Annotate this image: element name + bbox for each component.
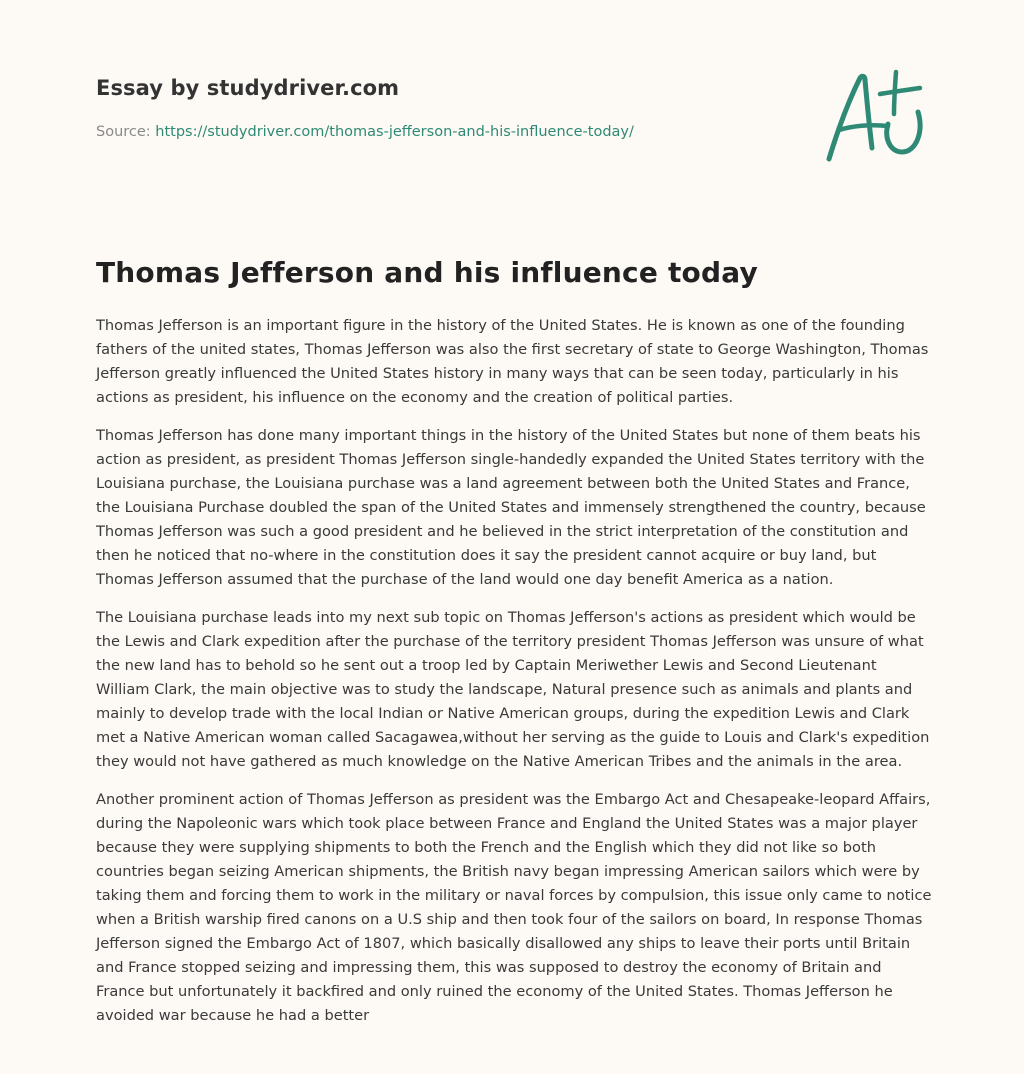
essay-paragraph: Another prominent action of Thomas Jefferson as president was the Embargo Act and Chesapeake-leopard Affairs, during the Napoleonic wars which took place between France and England the United States was a major player because they were supplying shipments to both the French and the English which they did not like so both countries began seizing American shipments, the British navy began impressing American sailors which were by taking them and forcing them to work in the military or naval forces by compulsion, this issue only came to notice when a British warship fired canons on a U.S ship and then took four of the sailors on board, In response Thomas Jefferson signed the Embargo Act of 1807, which basically disallowed any ships to leave their ports until Britain and France stopped seizing and impressing them, this was supposed to destroy the economy of Britain and France but unfortunately it backfired and only ruined the economy of the United States. Thomas Jefferson he avoided war because he had a better [96, 791, 932, 1024]
source-line [96, 124, 634, 140]
essay-paragraph: Thomas Jefferson has done many important things in the history of the United States but none of them beats his action as president, as president Thomas Jefferson single-handedly expanded the United States territory with the Louisiana purchase, the Louisiana purchase was a land agreement between both the United States and France, the Louisiana Purchase doubled the span of the United States and immensely strengthened the country, because Thomas Jefferson was such a good president and he believed in the strict interpretation of the constitution and then he noticed that no-where in the constitution does it say the president cannot acquire or buy land, but Thomas Jefferson assumed that the purchase of the land would one day benefit America as a nation. [96, 427, 926, 588]
essay-paragraph: The Louisiana purchase leads into my next sub topic on Thomas Jefferson's actions as president which would be the Lewis and Clark expedition after the purchase of the territory president Thomas Jefferson was unsure of what the new land has to behold so he sent out a troop led by Captain Meriwether Lewis and Second Lieutenant William Clark, the main objective was to study the landscape, Natural presence such as animals and plants and mainly to develop trade with the local Indian or Native American groups, during the expedition Lewis and Clark met a Native American woman called Sacagawea,without her serving as the guide to Louis and Clark's expedition they would not have gathered as much knowledge on the Native American Tribes and the animals in the area. [96, 609, 930, 770]
essay-title: Thomas Jefferson and his influence today [96, 256, 758, 289]
source-link[interactable]: https://studydriver.com/thomas-jefferson-and-his-influence-today/ [155, 124, 634, 140]
site-brand: Essay by studydriver.com [96, 76, 400, 100]
source-label: Source: [96, 124, 156, 140]
a-plus-grade-logo-icon [822, 66, 928, 166]
essay-body [96, 314, 932, 1042]
essay-paragraph: Thomas Jefferson is an important figure in the history of the United States. He is known as one of the founding fathers of the united states, Thomas Jefferson was also the first secretary of state to George Washington, Thomas Jefferson greatly influenced the United States history in many ways that can be seen today, particularly in his actions as president, his influence on the economy and the creation of political parties. [96, 317, 929, 406]
